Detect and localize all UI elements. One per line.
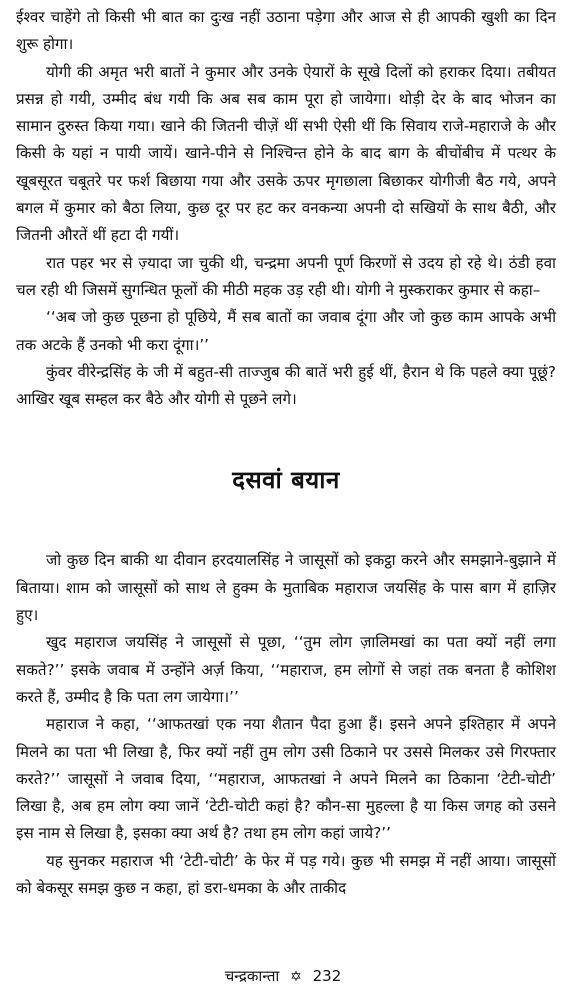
- paragraph: कुंवर वीरेन्द्रसिंह के जी में बहुत-सी ताज्जुब की बातें भरी हुई थीं, हैरान थे कि पहले क्या पूछूं? आखिर खूब सम्हल कर बैठे और योगी से पूछने लगे।: [16, 362, 556, 409]
- paragraph: जो कुछ दिन बाकी था दीवान हरदयालसिंह ने जासूसों को इकट्ठा करने और समझाने-बुझाने में बिताया। शाम को जासूसों को साथ ले हुक्म के मुताबिक महाराज जयसिंह के पास बाग में हाज़िर हुए।: [16, 551, 556, 625]
- page-footer: [0, 964, 566, 989]
- paragraph: रात पहर भर से ज़्यादा जा चुकी थी, चन्द्रमा अपनी पूर्ण किरणों से उदय हो रहे थे। ठंडी हवा चल रही थी जिसमें सुगन्धित फूलों की मीठी महक उड़ रही थी। योगी ने मुस्कराकर कुमार से कहा–: [16, 253, 556, 299]
- paragraph-quote: ‘‘अब जो कुछ पूछना हो पूछिये, मैं सब बातों का जवाब दूंगा और जो कुछ काम आपके अभी तक अटके हैं उनको भी करा दूंगा।’’: [16, 308, 556, 354]
- chapter-heading: दसवां बयान: [232, 466, 340, 495]
- paragraph-continuation: ईश्वर चाहेंगे तो किसी भी बात का दुःख नहीं उठाना पड़ेगा और आज से ही आपकी खुशी का दिन शुरू होगा।: [16, 8, 556, 54]
- paragraph: महाराज ने कहा, ‘‘आफतखां एक नया शैतान पैदा हुआ हैं। इसने अपने इश्तिहार में अपने मिलने का पता भी लिखा है, फिर क्यों नहीं तुम लोग उसी ठिकाने पर उससे मिलकर उसे गिरफ्तार करते?’’ जासूसों ने जवाब दिया, ‘‘महाराज, आफतखां ने अपने मिलने का ठिकाना ‘टेटी-चोटी’ लिखा है, अब हम लोग क्या जानें ‘टेटी-चोटी कहां है? कौन-सा मुहल्ला है या किस जगह को उसने इस नाम से लिखा है, इसका क्या अर्थ है? तथा हम लोग कहां जाये?’’: [16, 715, 556, 843]
- book-title: चन्द्रकान्ता: [224, 967, 280, 985]
- star-of-david-icon: ✡: [290, 969, 302, 985]
- page-content: [16, 4, 556, 902]
- paragraph: योगी की अमृत भरी बातों ने कुमार और उनके ऐयारों के सूखे दिलों को हराकर दिया। तबीयत प्रसन्न हो गयी, उम्मीद बंध गयी कि अब सब काम पूरा हो जायेगा। थोड़ी देर के बाद भोजन का सामान दुरुस्त किया गया। खाने की जितनी चीज़ें थीं सभी ऐसी थीं कि सिवाय राजे-महाराजे के और किसी के यहां न पायी जायें। खाने-पीने से निश्चिन्त होने के बाद बाग के बीचोंबीच में पत्थर के खूबसूरत चबूतरे पर फर्श बिछाया गया और उसके ऊपर मृगछाला बिछाकर योगीजी बैठ गये, अपने बगल में कुमार को बैठा लिया, कुछ दूर पर हट कर वनकन्या अपनी दो सखियों के साथ बैठी, और जितनी औरतें थीं हटा दी गयीं।: [16, 62, 556, 245]
- paragraph: यह सुनकर महाराज भी ‘टेटी-चोटी’ के फेर में पड़ गये। कुछ भी समझ में नहीं आया। जासूसों को बेकसूर समझ कुछ न कहा, हां डरा-धमका के और ताकीद: [16, 851, 556, 898]
- page-number: 232: [312, 967, 342, 985]
- paragraph: खुद महाराज जयसिंह ने जासूसों से पूछा, ‘‘तुम लोग ज़ालिमखां का पता क्यों नहीं लगा सकते?’’ इसके जवाब में उन्होंने अर्ज़ किया, ‘‘महाराज, हम लोगों से जहां तक बनता है कोशिश करते हैं, उम्मीद है कि पता लग जायेगा।’’: [16, 633, 556, 706]
